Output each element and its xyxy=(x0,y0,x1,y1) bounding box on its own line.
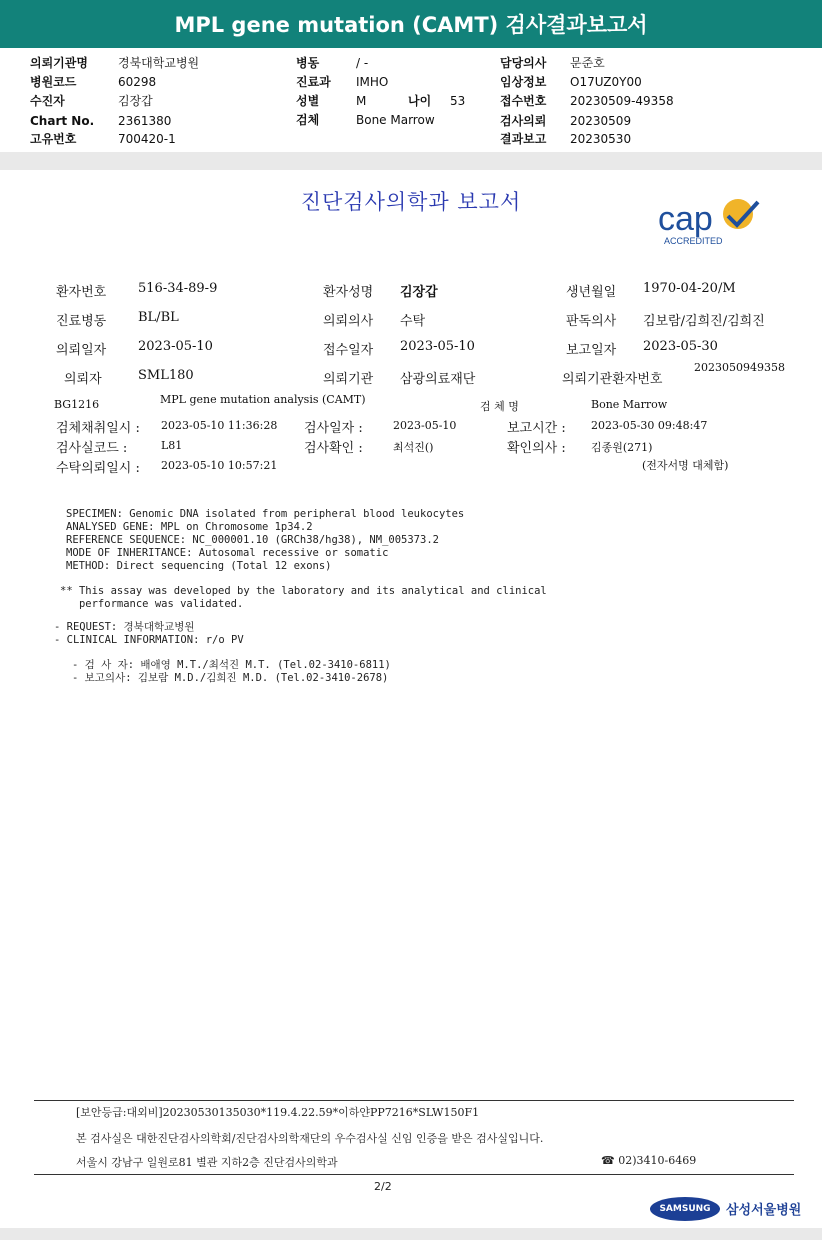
info-value-attending: 문준호 xyxy=(570,56,605,70)
info-label-request-date: 검사의뢰 xyxy=(500,114,547,128)
field-label-institution-patient-no: 의뢰기관환자번호 xyxy=(562,372,663,387)
phone-text: ☎ 02)3410-6469 xyxy=(601,1154,697,1167)
field-value-requester: SML180 xyxy=(138,368,194,383)
report-title: 진단검사의학과 보고서 xyxy=(300,190,522,214)
body-specimen: SPECIMEN: Genomic DNA isolated from peripheral blood leukocytes xyxy=(66,508,465,520)
report-header-title: MPL gene mutation (CAMT) 검사결과보고서 xyxy=(0,0,822,48)
info-value-request-date: 20230509 xyxy=(570,114,632,128)
field-value-request-institution: 삼광의료재단 xyxy=(400,372,476,387)
reporter-line: - 보고의사: 김보람 M.D./김희진 M.D. (Tel.02-3410-2678) xyxy=(72,672,389,684)
field-label-request-doctor: 의뢰의사 xyxy=(323,314,374,329)
test-confirm-label: 검사확인 : xyxy=(304,441,363,456)
field-label-request-date: 의뢰일자 xyxy=(56,343,107,358)
received-time-label: 수탁의뢰일시 : xyxy=(56,461,140,476)
page-number: 2/2 xyxy=(374,1180,392,1193)
info-label-patient: 수진자 xyxy=(30,94,65,108)
info-value-ward: / - xyxy=(356,56,369,70)
body-inheritance: MODE OF INHERITANCE: Autosomal recessive or somatic xyxy=(66,547,389,559)
collect-time-value: 2023-05-10 11:36:28 xyxy=(161,419,278,432)
test-name: MPL gene mutation analysis (CAMT) xyxy=(160,393,366,406)
separator-band xyxy=(0,152,822,170)
body-reference-sequence: REFERENCE SEQUENCE: NC_000001.10 (GRCh38/hg38), NM_005373.2 xyxy=(66,534,439,546)
info-value-department: IMHO xyxy=(356,75,389,89)
field-label-reading-doctor: 판독의사 xyxy=(566,314,617,329)
test-date-label: 검사일자 : xyxy=(304,421,363,436)
info-label-unique-no: 고유번호 xyxy=(30,132,77,146)
body-method: METHOD: Direct sequencing (Total 12 exons) xyxy=(66,560,332,572)
bottom-band xyxy=(0,1228,822,1240)
info-label-attending: 담당의사 xyxy=(500,56,547,70)
test-confirm-value: 최석진() xyxy=(393,441,434,454)
info-label-specimen: 검체 xyxy=(296,113,320,127)
field-label-patient-name: 환자성명 xyxy=(323,285,374,300)
samsung-logo: SAMSUNG xyxy=(650,1197,720,1221)
lab-code-value: L81 xyxy=(161,439,183,452)
security-line: [보안등급:대외비]20230530135030*119.4.22.59*이하얀PP7216*SLW150F1 xyxy=(76,1106,480,1119)
specimen-name-value: Bone Marrow xyxy=(591,398,668,411)
hospital-name: 삼성서울병원 xyxy=(726,1203,802,1218)
field-value-request-doctor: 수탁 xyxy=(400,314,426,329)
report-time-value: 2023-05-30 09:48:47 xyxy=(591,419,708,432)
certification-text: 본 검사실은 대한진단검사의학회/진단검사의학재단의 우수검사실 신임 인증을 받은 검사실입니다. xyxy=(76,1132,544,1145)
info-label-sex: 성별 xyxy=(296,94,320,108)
lab-code-label: 검사실코드 : xyxy=(56,441,128,456)
info-label-department: 진료과 xyxy=(296,75,331,89)
info-value-clinical-info: O17UZ0Y00 xyxy=(570,75,642,89)
cap-logo-text: cap xyxy=(658,200,713,238)
info-value-hospital-code: 60298 xyxy=(118,75,157,89)
field-value-birthdate: 1970-04-20/M xyxy=(643,281,736,296)
address-text: 서울시 강남구 일원로81 별관 지하2층 진단검사의학과 xyxy=(76,1156,338,1169)
info-value-patient: 김장갑 xyxy=(118,94,153,108)
footer-divider-top xyxy=(34,1100,794,1101)
assay-note-line-2: performance was validated. xyxy=(60,598,244,610)
tester-line: - 검 사 자: 배애영 M.T./최석진 M.T. (Tel.02-3410-6811) xyxy=(72,659,391,671)
confirm-doctor-label: 확인의사 : xyxy=(507,441,566,456)
field-label-receipt-date: 접수일자 xyxy=(323,343,374,358)
footer-divider-bottom xyxy=(34,1174,794,1175)
test-date-value: 2023-05-10 xyxy=(393,419,457,432)
esign-note: (전자서명 대체함) xyxy=(642,459,729,472)
field-label-ward: 진료병동 xyxy=(56,314,107,329)
confirm-doctor-value: 김종원(271) xyxy=(591,441,653,454)
field-label-request-institution: 의뢰기관 xyxy=(323,372,374,387)
field-label-patient-no: 환자번호 xyxy=(56,285,107,300)
field-label-birthdate: 생년월일 xyxy=(566,285,617,300)
info-value-sex: M xyxy=(356,94,367,108)
field-value-request-date: 2023-05-10 xyxy=(138,339,213,354)
info-label-ward: 병동 xyxy=(296,56,320,70)
cap-accredited-text: ACCREDITED xyxy=(664,236,723,246)
cap-accredited-logo xyxy=(658,196,762,248)
patient-info-block xyxy=(0,48,822,152)
field-value-report-date: 2023-05-30 xyxy=(643,339,718,354)
request-line: - REQUEST: 경북대학교병원 xyxy=(54,621,195,633)
collect-time-label: 검체채취일시 : xyxy=(56,421,140,436)
test-code: BG1216 xyxy=(54,398,100,411)
info-label-result-date: 결과보고 xyxy=(500,132,547,146)
clinical-info-line: - CLINICAL INFORMATION: r/o PV xyxy=(54,634,244,646)
field-value-ward: BL/BL xyxy=(138,310,179,325)
field-value-reading-doctor: 김보람/김희진/김희진 xyxy=(643,314,765,329)
field-label-report-date: 보고일자 xyxy=(566,343,617,358)
info-value-chart-no: 2361380 xyxy=(118,114,172,128)
info-label-hospital-code: 병원코드 xyxy=(30,75,77,89)
info-value-institution: 경북대학교병원 xyxy=(118,56,200,70)
info-value-result-date: 20230530 xyxy=(570,132,632,146)
info-value-receipt-no: 20230509-49358 xyxy=(570,94,674,108)
field-value-patient-name: 김장갑 xyxy=(400,285,438,300)
field-value-patient-no: 516-34-89-9 xyxy=(138,281,218,296)
body-analysed-gene: ANALYSED GENE: MPL on Chromosome 1p34.2 xyxy=(66,521,313,533)
field-value-institution-patient-no: 2023050949358 xyxy=(694,361,785,374)
info-value-age: 53 xyxy=(450,94,466,108)
info-label-chart-no: Chart No. xyxy=(30,114,95,128)
info-label-institution: 의뢰기관명 xyxy=(30,56,88,70)
specimen-name-label: 검 체 명 xyxy=(480,400,519,413)
field-value-receipt-date: 2023-05-10 xyxy=(400,339,475,354)
field-label-requester: 의뢰자 xyxy=(64,372,102,387)
info-label-age: 나이 xyxy=(408,94,432,108)
info-label-receipt-no: 접수번호 xyxy=(500,94,547,108)
assay-note-line-1: ** This assay was developed by the laboratory and its analytical and clinical xyxy=(60,585,547,597)
info-label-clinical-info: 임상정보 xyxy=(500,75,547,89)
info-value-unique-no: 700420-1 xyxy=(118,132,176,146)
received-time-value: 2023-05-10 10:57:21 xyxy=(161,459,278,472)
report-time-label: 보고시간 : xyxy=(507,421,566,436)
info-value-specimen: Bone Marrow xyxy=(356,113,435,127)
